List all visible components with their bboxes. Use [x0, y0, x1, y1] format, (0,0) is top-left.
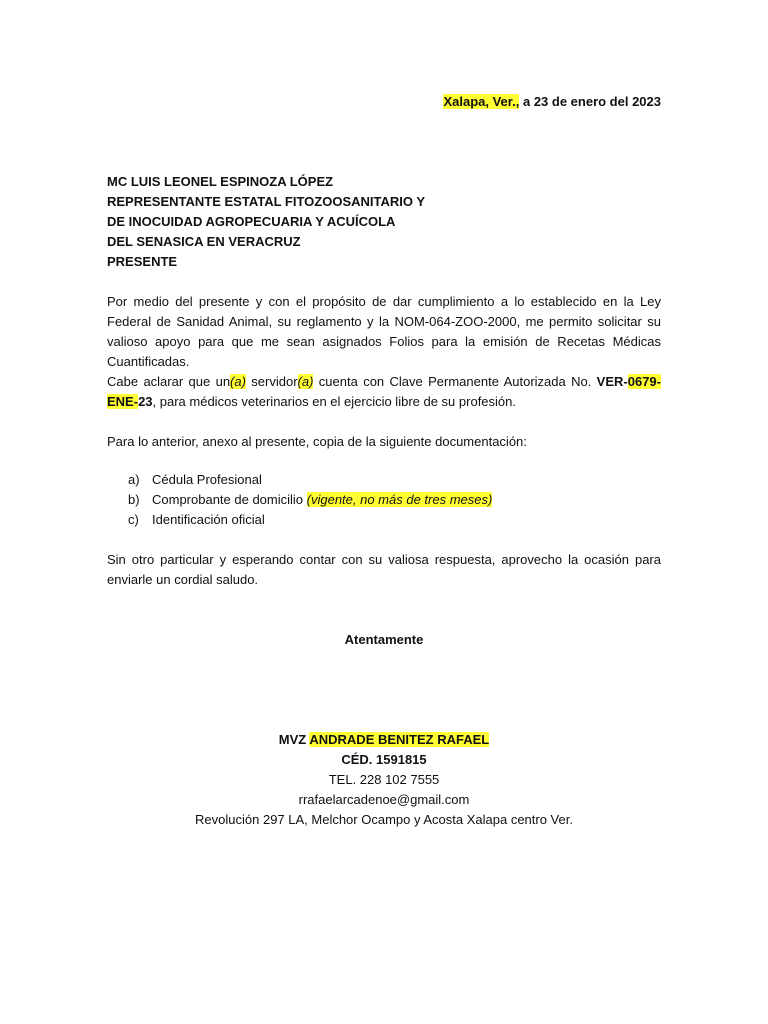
p2-text-2: servidor	[245, 374, 298, 389]
list-item	[128, 490, 492, 510]
list-marker: b)	[128, 492, 140, 507]
p2-text-1: Cabe aclarar que un	[107, 374, 231, 389]
signature-ced: CÉD. 1591815	[341, 752, 427, 767]
signature-name: ANDRADE BENITEZ RAFAEL	[309, 732, 490, 747]
list-item	[128, 470, 492, 490]
recipient-title-line1: REPRESENTANTE ESTATAL FITOZOOSANITARIO Y	[107, 194, 426, 209]
recipient-block	[107, 172, 425, 272]
date-text: a 23 de enero del 2023	[519, 94, 661, 109]
date-line	[443, 92, 661, 112]
paragraph-farewell: Sin otro particular y esperando contar con su valiosa respuesta, aprovecho la ocasión para enviarle un cordial saludo.	[107, 552, 661, 587]
paragraph-clave	[107, 372, 661, 412]
clave-code-highlight: 0679-ENE-	[107, 374, 661, 409]
signature-prefix: MVZ	[278, 732, 310, 747]
recipient-presente: PRESENTE	[107, 254, 178, 269]
list-item-note: (vigente, no más de tres meses)	[306, 492, 493, 507]
list-item-text: Identificación oficial	[152, 512, 265, 527]
recipient-title-line3: DEL SENASICA EN VERACRUZ	[107, 234, 301, 249]
list-item-text: Cédula Profesional	[152, 472, 262, 487]
document-list	[128, 470, 492, 530]
clave-code-prefix: VER-	[596, 374, 628, 389]
list-marker: c)	[128, 512, 139, 527]
signature-tel: TEL. 228 102 7555	[328, 772, 440, 787]
list-item	[128, 510, 492, 530]
closing: Atentamente	[344, 632, 424, 647]
clave-code-end: 23	[138, 394, 153, 409]
signature-email: rrafaelarcadenoe@gmail.com	[298, 792, 470, 807]
p2-gender-a-2: (a)	[297, 374, 314, 389]
signature-name-line	[0, 730, 768, 750]
signature-block	[0, 730, 768, 830]
recipient-title-line2: DE INOCUIDAD AGROPECUARIA Y ACUÍCOLA	[107, 214, 396, 229]
p2-text-4: , para médicos veterinarios en el ejercicio libre de su profesión.	[152, 394, 516, 409]
paragraph-request: Por medio del presente y con el propósito de dar cumplimiento a lo establecido en la Ley Federal de Sanidad Animal, su reglamento y la NOM-064-ZOO-2000, me permito solicitar su valioso apoyo para que me sean asignados Folios para la emisión de Recetas Médicas Cuantificadas.	[107, 294, 661, 369]
p2-text-3: cuenta con Clave Permanente Autorizada No.	[313, 374, 597, 389]
recipient-name: MC LUIS LEONEL ESPINOZA LÓPEZ	[107, 174, 334, 189]
date-place: Xalapa, Ver.,	[443, 94, 520, 109]
list-marker: a)	[128, 472, 140, 487]
signature-address: Revolución 297 LA, Melchor Ocampo y Acosta Xalapa centro Ver.	[195, 812, 573, 827]
p2-gender-a-1: (a)	[230, 374, 246, 389]
list-item-text: Comprobante de domicilio	[152, 492, 307, 507]
paragraph-annex: Para lo anterior, anexo al presente, copia de la siguiente documentación:	[107, 434, 527, 449]
